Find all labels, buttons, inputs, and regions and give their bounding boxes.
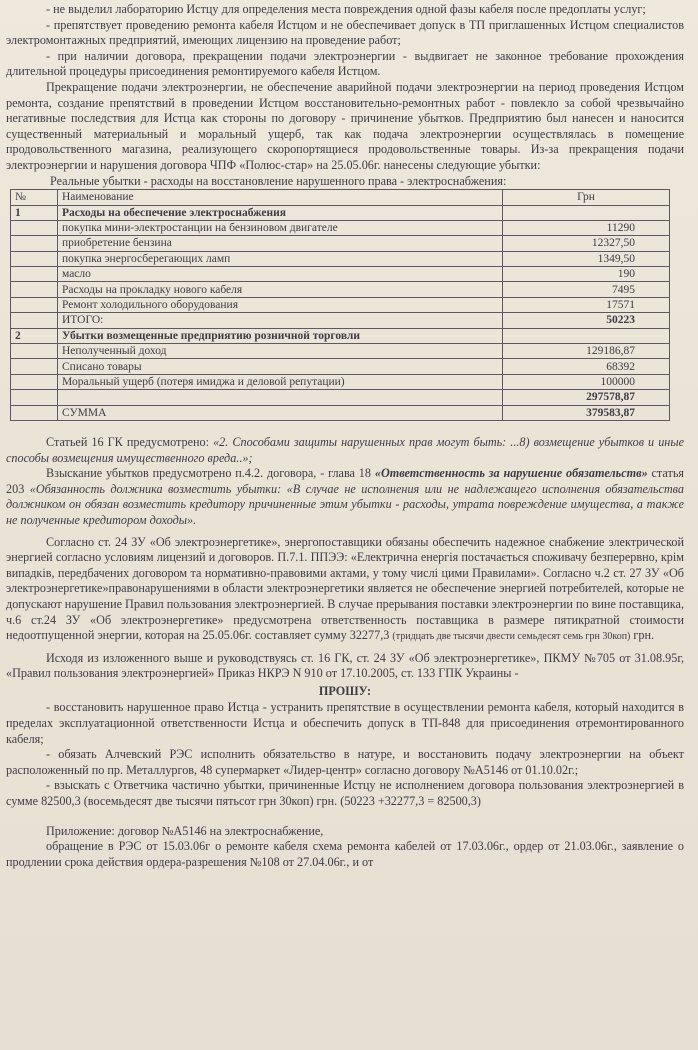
row-no: 1 xyxy=(11,205,58,220)
row-amount xyxy=(503,328,670,343)
law-amount-words: (тридцать две тысячи двести семьдесят семь грн 30коп) xyxy=(392,631,631,643)
row-name: приобретение бензина xyxy=(58,236,503,251)
request-heading: ПРОШУ: xyxy=(318,683,372,698)
recovery-mid: статья 203 xyxy=(6,466,684,496)
table-row xyxy=(11,374,670,389)
row-name: Расходы на обеспечение электроснабжения xyxy=(58,205,503,220)
top-items xyxy=(6,2,684,80)
article-16-paragraph xyxy=(6,435,684,466)
list-item: - восстановить нарушенное право Истца - устранить препятствие в осуществлении ремонта кабеля, который находится в пределах эксплуатационной ответственности Истца и обеспечить допуск в ТП-848 для присоединения отремонтированного кабеля; xyxy=(6,700,684,746)
row-amount: 190 xyxy=(503,267,670,282)
recovery-paragraph xyxy=(6,466,684,528)
table-row xyxy=(11,251,670,266)
list-item: - препятствует проведению ремонта кабеля Истцом и не обеспечивает допуск в ТП приглашенных Истцом специалистов электромонтажных предприятий, имеющих лицензию на проведение работ; xyxy=(6,17,684,48)
header-name: Наименование xyxy=(58,190,503,205)
row-name: Расходы на прокладку нового кабеля xyxy=(58,282,503,297)
table-row xyxy=(11,205,670,220)
header-amount: Грн xyxy=(503,190,670,205)
attachment-line: Приложение: договор №А5146 на электроснабжение, xyxy=(46,823,324,838)
table-row xyxy=(11,313,670,328)
row-amount: 297578,87 xyxy=(503,390,670,405)
table-row xyxy=(11,344,670,359)
list-item: - обязать Алчевский РЭС исполнить обязательство в натуре, и восстановить подачу электроэнергии на объект расположенный по пр. Металлургов, 48 супермаркет «Лидер-центр» согласно договору №А5146 от 01.10.02г.; xyxy=(6,747,684,777)
row-no xyxy=(11,313,58,328)
basis-paragraph: Исходя из изложенного выше и руководствуясь ст. 16 ГК, ст. 24 ЗУ «Об электроэнергетике», ПКМУ №705 от 31.08.95г, «Правил пользования электроэнергией» Приказ НКРЭ N 910 от 17.10.2005, ст. 133 ГПК Украины - xyxy=(6,650,684,681)
row-no xyxy=(11,359,58,374)
list-item: - не выделил лабораторию Истцу для определения места повреждения одной фазы кабеля после предоплаты услуг; xyxy=(46,2,646,16)
row-no xyxy=(11,390,58,405)
article-16-quote: «2. Способами защиты нарушенных прав могут быть: ...8) возмещение убытков и иные способы возмещения имущественного вреда..»; xyxy=(6,434,684,465)
header-no: № xyxy=(11,190,58,205)
row-amount: 100000 xyxy=(503,374,670,389)
recovery-lead: Взыскание убытков предусмотрено п.4.2. договора, - глава 18 xyxy=(46,466,375,481)
row-name: ИТОГО: xyxy=(58,313,503,328)
table-row xyxy=(11,359,670,374)
row-name: масло xyxy=(58,267,503,282)
row-name: Списано товары xyxy=(58,359,503,374)
recovery-quote: «Обязанность должника возместить убытки: «В случае не исполнения или не надлежащего исполнения обязательства должником он обязан возместить кредитору причиненные этим убытки - расходы, утрата повреждение имущества, а также не полученные кредитором доходы». xyxy=(6,481,684,527)
attachments xyxy=(6,824,684,871)
row-no xyxy=(11,297,58,312)
law-text: Согласно ст. 24 ЗУ «Об электроэнергетике», энергопоставщики обязаны обеспечить надежное снабжение электрической энергией согласно условиям лицензий и договоров. П.7.1. ППЭЭ: «Електрична енергія постачається споживачу безперервно, крім випадків, передбачених договором та нормативно-правовими актами, у тому числі цими Правилами». Согласно ч.2 ст. 27 ЗУ «Об электроэнергетике»правонарушениями в области электроэнергетики является не обеспечение энергией потребителей, которые не допускают нарушение Правил пользования электроэнергией. В случае прерывания поставки электроэнергии по вине поставщика, ч.6 ст.24 ЗУ «Об электроэнергетике» предусмотрена ответственность поставщика в размере пятикратной стоимости недоотпущенной энергии, которая на 25.05.06г. составляет сумму 32277,3 xyxy=(6,534,684,643)
row-amount: 379583,87 xyxy=(503,405,670,420)
row-name: Убытки возмещенные предприятию розничной торговли xyxy=(58,328,503,343)
row-name: Ремонт холодильного оборудования xyxy=(58,297,503,312)
row-no xyxy=(11,251,58,266)
row-name: СУММА xyxy=(58,405,503,420)
recovery-chapter-title: «Ответственность за нарушение обязательств» xyxy=(374,466,648,481)
row-name: Неполученный доход xyxy=(58,344,503,359)
table-row xyxy=(11,282,670,297)
table-row xyxy=(11,220,670,235)
row-amount: 1349,50 xyxy=(503,251,670,266)
row-no: 2 xyxy=(11,328,58,343)
table-row xyxy=(11,297,670,312)
row-name xyxy=(58,390,503,405)
law-tail: грн. xyxy=(630,628,655,643)
table-row xyxy=(11,267,670,282)
row-amount xyxy=(503,205,670,220)
list-item: - при наличии договора, прекращении подачи электроэнергии - выдвигает не законное требование прохождения длительной процедуры присоединения ремонтируемого кабеля Истцом. xyxy=(6,48,684,79)
row-no xyxy=(11,405,58,420)
row-amount: 68392 xyxy=(503,359,670,374)
table-row xyxy=(11,405,670,420)
row-amount: 50223 xyxy=(503,313,670,328)
attachment-line: обращение в РЭС от 15.03.06г о ремонте кабеля схема ремонта кабелей от 17.03.06г., ордер от 21.03.06г., заявление о продлении срока действия ордера-разрешения №108 от 27.04.06г., и от xyxy=(6,839,684,869)
row-no xyxy=(11,282,58,297)
article-16-lead: Статьей 16 ГК предусмотрено: xyxy=(46,434,214,449)
table-row xyxy=(11,390,670,405)
table-row xyxy=(11,236,670,251)
table-caption: Реальные убытки - расходы на восстановление нарушенного права - электроснабжения: xyxy=(50,173,507,188)
row-amount: 12327,50 xyxy=(503,236,670,251)
table-row xyxy=(11,328,670,343)
law-paragraph xyxy=(6,535,684,645)
row-no xyxy=(11,236,58,251)
row-name: покупка энергосберегающих ламп xyxy=(58,251,503,266)
damages-paragraph: Прекращение подачи электроэнергии, не обеспечение аварийной подачи электроэнергии на период проведения Истцом ремонта, создание препятствий в проведении Истцом восстановительно-ремонтных работ - повлекло за собой чрезвычайно негативные последствия для Истца как стороны по договору - причинение убытков. Предприятию был нанесен и наносится существенный материальный и моральный ущерб, так как подача электроэнергии осуществлялась в помещение продовольственного магазина, реализующего скоропортящиеся продовольственные товары. Из-за прекращения подачи электроэнергии и нарушения договора ЧПФ «Полюс-стар» на 25.05.06г. нанесены следующие убытки: xyxy=(6,79,684,172)
list-item: - взыскать с Ответчика частично убытки, причиненные Истцу не исполнением договора пользования электроэнергией в сумме 82500,3 (восемьдесят две тысячи пятьсот грн 30коп) грн. (50223 +32277,3 = 82500,3) xyxy=(6,778,684,809)
row-no xyxy=(11,374,58,389)
row-name: покупка мини-электростанции на бензиновом двигателе xyxy=(58,220,503,235)
damages-table xyxy=(10,189,670,421)
row-no xyxy=(11,267,58,282)
row-amount: 129186,87 xyxy=(503,344,670,359)
row-name: Моральный ущерб (потеря имиджа и деловой репутации) xyxy=(58,374,503,389)
row-amount: 17571 xyxy=(503,297,670,312)
row-amount: 11290 xyxy=(503,220,670,235)
row-amount: 7495 xyxy=(503,282,670,297)
request-list xyxy=(6,700,684,809)
table-header-row xyxy=(11,190,670,205)
row-no xyxy=(11,220,58,235)
row-no xyxy=(11,344,58,359)
